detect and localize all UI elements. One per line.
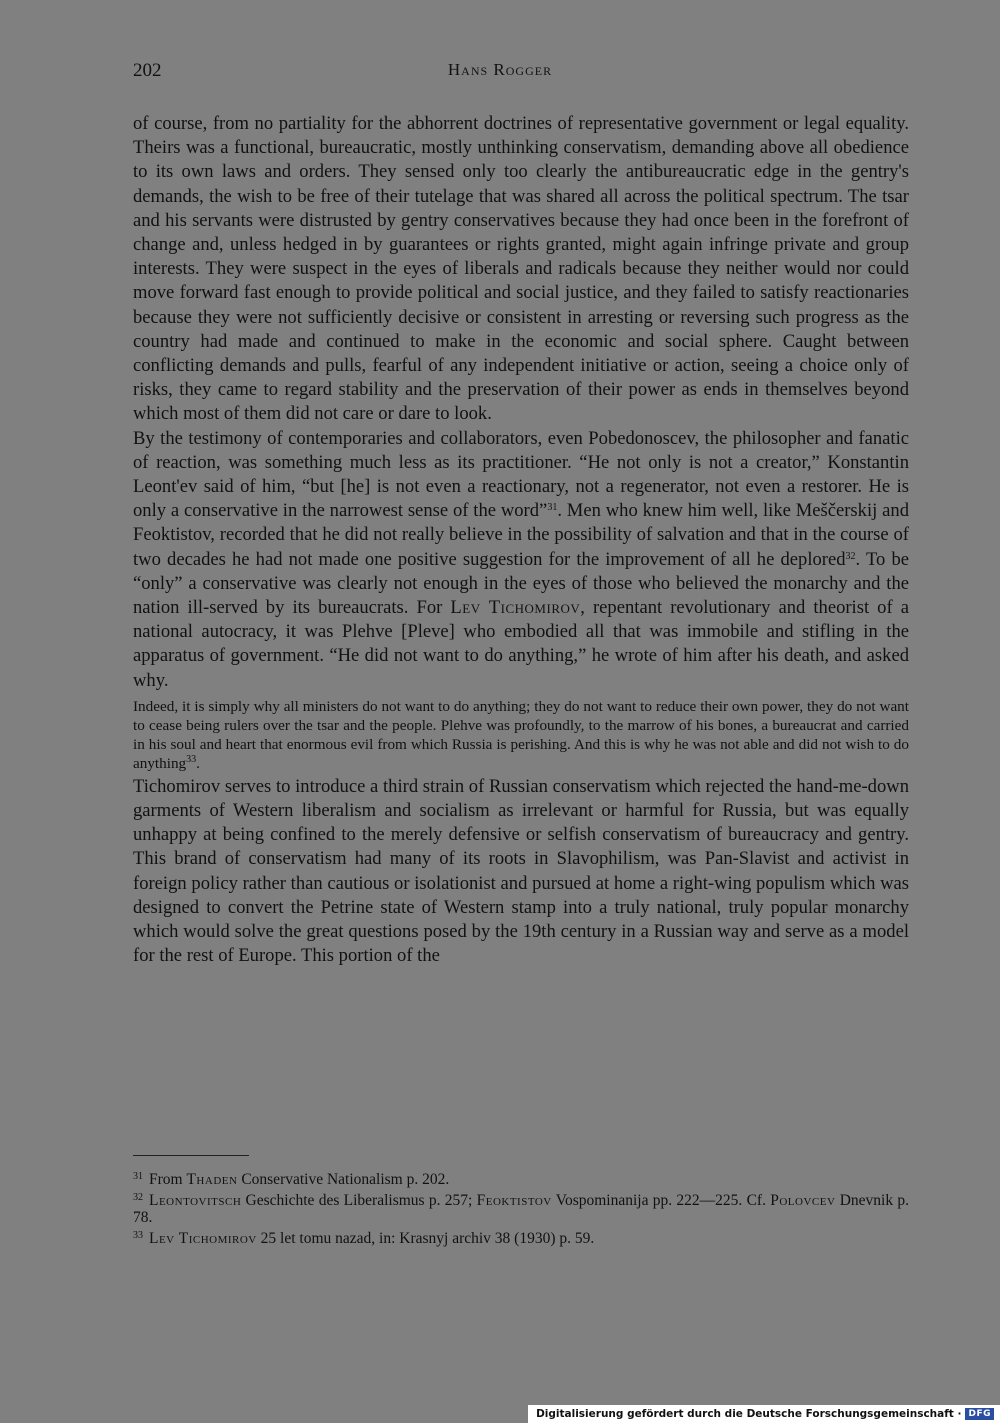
block-quote-text: Indeed, it is simply why all ministers do not want to do anything; they do not want to reduce their own power, they do not want to cease being rulers over the tsar and the people. Plehve was profoundly, to the marrow of his bones, a bureaucrat and carried in his soul and heart that enormous evil from which Russia is perishing. And this is why he was not able and did not wish to do anything — [133, 697, 909, 772]
footnote-pre: From — [149, 1171, 187, 1188]
footnote-author-3: Polovcev — [770, 1191, 836, 1209]
footnote-ref-33[interactable]: 33 — [186, 753, 197, 765]
author-name: Lev Tichomirov — [450, 597, 581, 619]
paragraph-2-part-b: . Men who knew him well, like Meščerskij and Feoktistov, recorded that he did not really believe in the possibility of salvation and that in the course of two decades he had not made one positive suggestion for the improvement of all he deplored — [133, 500, 909, 570]
block-quote-end: . — [196, 754, 200, 772]
footnote-number: 33 — [133, 1229, 143, 1241]
footnote-number: 31 — [133, 1171, 143, 1182]
footnote-text: Geschichte des Liberalismus p. 257; — [241, 1191, 477, 1209]
footnote-author-2: Feoktistov — [476, 1191, 552, 1209]
paragraph-3: Tichomirov serves to introduce a third strain of Russian conservatism which rejected the hand-me-down garments of Western liberalism and socialism as irrelevant or harmful for Russia, but was equally unhappy at being confined to the merely defensive or selfish conservatism of bureaucracy and gentry. This brand of conservatism had many of its roots in Slavophilism, was Pan-Slavist and activist in foreign policy rather than cautious or isolationist and pursued at home a right-wing populism which was designed to convert the Petrine state of Western stamp into a truly national, truly popular monarchy which would solve the great questions posed by the 19th century in a Russian way and serve as a model for the rest of Europe. This portion of the — [133, 775, 909, 967]
footnote-text: 25 let tomu nazad, in: Krasnyj archiv 38 (1930) p. 59. — [256, 1229, 595, 1247]
digitization-footer — [528, 1405, 1000, 1423]
paragraph-1: of course, from no partiality for the abhorrent doctrines of representative government or legal equality. Theirs was a functional, bureaucratic, mostly unthinking conservatism, demanding above all obedience to its own laws and orders. They sensed only too clearly the antibureaucratic edge in the gentry's demands, the wish to be free of their tutelage that was shared all across the political spectrum. The tsar and his servants were distrusted by gentry conservatives because they had once been in the forefront of change and, unless hedged in by guarantees or rights granted, might again infringe private and group interests. They were suspect in the eyes of liberals and radicals because they neither would nor could move forward fast enough to provide political and social justice, and they failed to satisfy reactionaries because they were not sufficiently decisive or consistent in arresting or reversing such progress as the country had made and continued to make in the economic and social sphere. Caught between conflicting demands and pulls, fearful of any independent initiative or action, seeing a choice only of risks, they came to regard stability and the preservation of their power as ends in themselves beyond which most of them did not care or dare to look. — [133, 113, 909, 425]
block-quote — [133, 697, 909, 773]
footnote-divider — [133, 1155, 249, 1156]
paragraph-2-part-c: . To be “only” a conservative was clearly not enough in the eyes of those who believed the monarchy and the nation ill-served by its bureaucrats. For — [133, 548, 910, 619]
footnote-31 — [133, 1168, 909, 1189]
footnote-ref-32[interactable]: 32 — [845, 550, 856, 562]
paragraph-2 — [133, 427, 909, 693]
dfg-logo: DFG — [965, 1408, 994, 1420]
footnote-text-2: Vospominanija pp. 222—225. Cf. — [551, 1191, 771, 1209]
footnote-author: Thaden — [186, 1171, 238, 1188]
body-text — [133, 112, 909, 969]
footer-text: Digitalisierung gefördert durch die Deutsche Forschungsgemeinschaft · — [536, 1408, 962, 1420]
paragraph-2-part-d: , repentant revolutionary and theorist of a national autocracy, it was Plehve [Pleve] who embodied all that was immobile and stifling in the apparatus of government. “He did not want to do anything,” he wrote of him after his death, and asked why. — [133, 597, 909, 691]
footnote-author: Lev Tichomirov — [149, 1229, 257, 1247]
footnote-text-3: Dnevnik p. 78. — [133, 1191, 909, 1226]
footnote-33 — [133, 1227, 909, 1248]
footnote-ref-31[interactable]: 31 — [547, 502, 558, 514]
page-number: 202 — [133, 60, 162, 81]
footnote-number: 32 — [133, 1191, 143, 1203]
footnote-32 — [133, 1189, 909, 1227]
paragraph-2-part-a: By the testimony of contemporaries and collaborators, even Pobedonoscev, the philosopher and fanatic of reaction, was something much less as its practitioner. “He not only is not a creator,” Konstantin Leont'ev said of him, “but [he] is not even a reactionary, not a regenerator, not even a restorer. He is only a conservative in the narrowest sense of the word” — [133, 427, 909, 522]
footnotes — [133, 1168, 909, 1247]
footnote-author: Leontovitsch — [149, 1191, 242, 1209]
footnote-text: Conservative Nationalism p. 202. — [237, 1171, 450, 1188]
running-head: Hans Rogger — [447, 60, 553, 79]
